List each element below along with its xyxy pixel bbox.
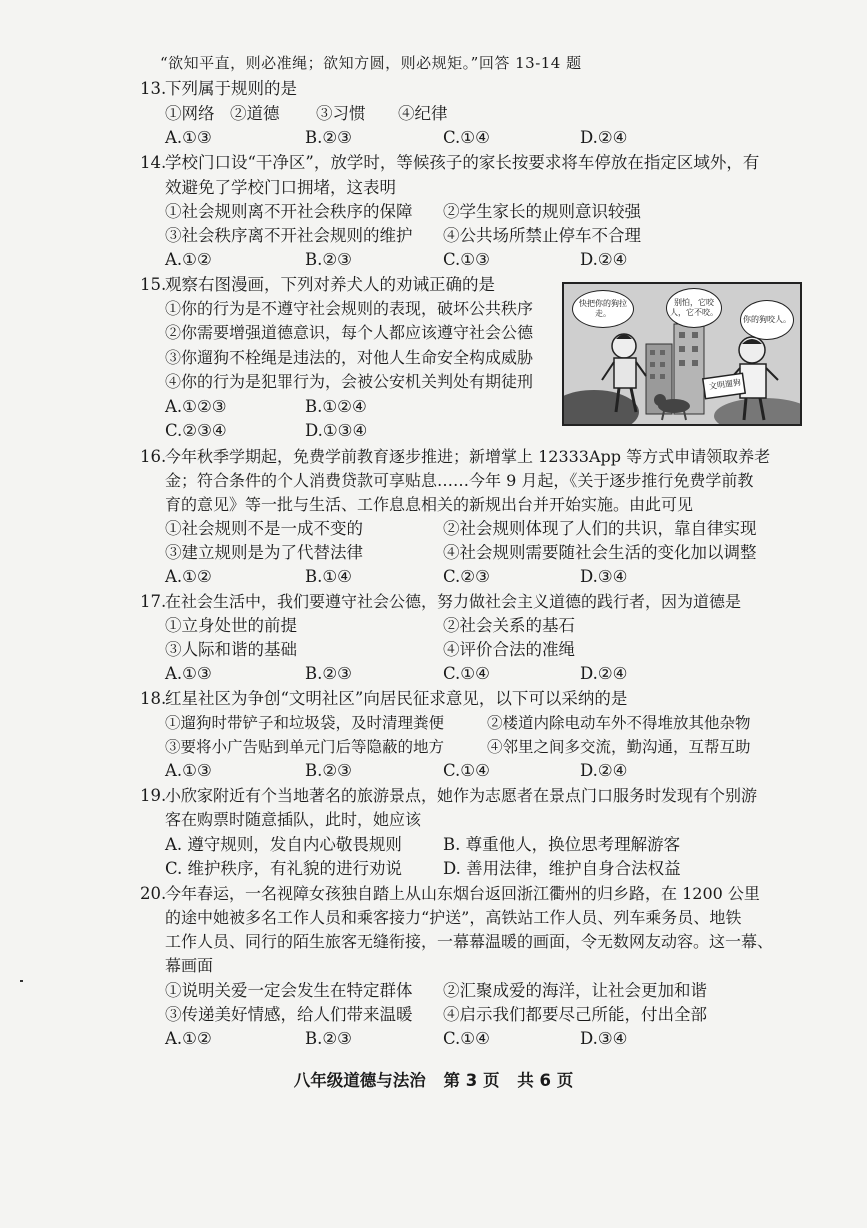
scan-speck — [20, 980, 23, 982]
q13-choice-a: A.①③ — [165, 128, 212, 147]
q15-item: ③你遛狗不栓绳是违法的，对他人生命安全构成威胁 — [165, 348, 534, 367]
q14-choice-b: B.②③ — [305, 250, 352, 269]
q20-item: ②汇聚成爱的海洋，让社会更加和谐 — [443, 981, 707, 1000]
q20-item: ④启示我们都要尽己所能，付出全部 — [443, 1005, 707, 1024]
q13-number: 13. — [140, 79, 167, 98]
q13-choice-b: B.②③ — [305, 128, 352, 147]
q18-choice-c: C.①④ — [443, 761, 490, 780]
q14-choice-a: A.①② — [165, 250, 212, 269]
q15-choice-c: C.②③④ — [165, 421, 227, 440]
q20-choice-a: A.①② — [165, 1029, 212, 1048]
q20-choice-d: D.③④ — [580, 1029, 628, 1048]
q14-choice-d: D.②④ — [580, 250, 628, 269]
page-footer — [0, 1067, 867, 1091]
q13-item: ③习惯 — [316, 104, 366, 123]
q19-stem-line: 小欣家附近有个当地著名的旅游景点，她作为志愿者在景点门口服务时发现有个别游 — [165, 786, 758, 805]
speech-bubble: 快把你的狗拉走。 — [572, 290, 634, 328]
q15-stem: 观察右图漫画，下列对养犬人的劝诫正确的是 — [165, 275, 495, 294]
q20-stem-line: 的途中她被多名工作人员和乘客接力“护送”，高铁站工作人员、列车乘务员、地铁 — [165, 908, 742, 927]
q14-stem-line: 效避免了学校门口拥堵，这表明 — [165, 178, 396, 197]
q19-choice-d: D. 善用法律，维护自身合法权益 — [443, 859, 681, 878]
q13-item: ④纪律 — [398, 104, 448, 123]
q17-choice-a: A.①③ — [165, 664, 212, 683]
q18-item: ②楼道内除电动车外不得堆放其他杂物 — [487, 714, 751, 732]
q13-item: ②道德 — [230, 104, 280, 123]
q20-number: 20. — [140, 884, 167, 903]
q15-item: ②你需要增强道德意识，每个人都应该遵守社会公德 — [165, 323, 534, 342]
q18-choice-a: A.①③ — [165, 761, 212, 780]
q15-choice-b: B.①②④ — [305, 397, 367, 416]
footer-page-number: 第 3 页 — [443, 1071, 500, 1090]
q20-choice-b: B.②③ — [305, 1029, 352, 1048]
q17-item: ③人际和谐的基础 — [165, 640, 297, 659]
q16-number: 16. — [140, 447, 167, 466]
q16-choice-a: A.①② — [165, 567, 212, 586]
q19-stem-line: 客在购票时随意插队，此时，她应该 — [165, 810, 422, 829]
q20-stem-line: 今年春运，一名视障女孩独自踏上从山东烟台返回浙江衢州的归乡路，在 1200 公里 — [165, 884, 760, 903]
q15-item: ④你的行为是犯罪行为，会被公安机关判处有期徒刑 — [165, 372, 534, 391]
q16-stem-line: 育的意见》等一批与生活、工作息息相关的新规出台并开始实施。由此可见 — [165, 495, 694, 514]
q16-item: ③建立规则是为了代替法律 — [165, 543, 363, 562]
q14-stem-line: 学校门口设“干净区”，放学时，等候孩子的家长按要求将车停放在指定区域外，有 — [165, 153, 760, 172]
q14-number: 14. — [140, 153, 167, 172]
q16-choice-b: B.①④ — [305, 567, 352, 586]
q15-choice-a: A.①②③ — [165, 397, 227, 416]
cartoon-sign-text: 文明遛狗 — [708, 377, 742, 392]
q17-item: ①立身处世的前提 — [165, 616, 297, 635]
q20-choice-c: C.①④ — [443, 1029, 490, 1048]
q18-number: 18. — [140, 689, 167, 708]
q16-choice-d: D.③④ — [580, 567, 628, 586]
q17-choice-b: B.②③ — [305, 664, 352, 683]
q14-item: ①社会规则离不开社会秩序的保障 — [165, 202, 413, 221]
q20-stem-line: 幕画面 — [165, 956, 214, 975]
q17-item: ④评价合法的准绳 — [443, 640, 575, 659]
q16-item: ①社会规则不是一成不变的 — [165, 519, 363, 538]
q19-choice-c: C. 维护秩序，有礼貌的进行劝说 — [165, 859, 403, 878]
q18-stem: 红星社区为争创“文明社区”向居民征求意见，以下可以采纳的是 — [165, 689, 628, 708]
footer-total-pages: 共 6 页 — [517, 1071, 574, 1090]
q18-choice-b: B.②③ — [305, 761, 352, 780]
q18-choice-d: D.②④ — [580, 761, 628, 780]
q20-stem-line: 工作人员、同行的陌生旅客无缝衔接，一幕幕温暖的画面，令无数网友动容。这一幕、 — [165, 932, 774, 951]
q16-stem-line: 今年秋季学期起，免费学前教育逐步推进；新增掌上 12333App 等方式申请领取养老 — [165, 447, 771, 466]
footer-subject: 八年级道德与法治 — [293, 1071, 426, 1090]
q20-item: ①说明关爱一定会发生在特定群体 — [165, 981, 413, 1000]
q14-item: ②学生家长的规则意识较强 — [443, 202, 641, 221]
q19-choice-b: B. 尊重他人，换位思考理解游客 — [443, 835, 681, 854]
q17-stem: 在社会生活中，我们要遵守社会公德，努力做社会主义道德的践行者，因为道德是 — [165, 592, 742, 611]
q15-number: 15. — [140, 275, 167, 294]
q17-item: ②社会关系的基石 — [443, 616, 575, 635]
q16-item: ②社会规则体现了人们的共识，靠自律实现 — [443, 519, 757, 538]
q14-item: ③社会秩序离不开社会规则的维护 — [165, 226, 413, 245]
q15-item: ①你的行为是不遵守社会规则的表现，破坏公共秩序 — [165, 299, 534, 318]
q18-item: ①遛狗时带铲子和垃圾袋，及时清理粪便 — [165, 714, 445, 732]
q13-item: ①网络 — [165, 104, 215, 123]
q17-choice-d: D.②④ — [580, 664, 628, 683]
q15-choice-d: D.①③④ — [305, 421, 368, 440]
intro-quote: “欲知平直，则必准绳；欲知方圆，则必规矩。”回答 13-14 题 — [160, 54, 582, 72]
dog-walking-cartoon — [562, 282, 802, 426]
q16-stem-line: 金；符合条件的个人消费贷款可享贴息……今年 9 月起，《关于逐步推行免费学前教 — [165, 471, 754, 490]
q19-number: 19. — [140, 786, 167, 805]
q19-choice-a: A. 遵守规则，发自内心敬畏规则 — [165, 835, 402, 854]
speech-bubble: 你的狗咬人。 — [740, 300, 794, 340]
q20-item: ③传递美好情感，给人们带来温暖 — [165, 1005, 413, 1024]
speech-bubble: 别怕，它咬人，它不咬。 — [666, 288, 722, 328]
q16-item: ④社会规则需要随社会生活的变化加以调整 — [443, 543, 757, 562]
q18-item: ④邻里之间多交流，勤沟通，互帮互助 — [487, 738, 751, 756]
q13-choice-d: D.②④ — [580, 128, 628, 147]
q13-choice-c: C.①④ — [443, 128, 490, 147]
q17-number: 17. — [140, 592, 167, 611]
q13-stem: 下列属于规则的是 — [165, 79, 297, 98]
q16-choice-c: C.②③ — [443, 567, 490, 586]
q17-choice-c: C.①④ — [443, 664, 490, 683]
q14-item: ④公共场所禁止停车不合理 — [443, 226, 641, 245]
q14-choice-c: C.①③ — [443, 250, 490, 269]
q18-item: ③要将小广告贴到单元门后等隐蔽的地方 — [165, 738, 445, 756]
